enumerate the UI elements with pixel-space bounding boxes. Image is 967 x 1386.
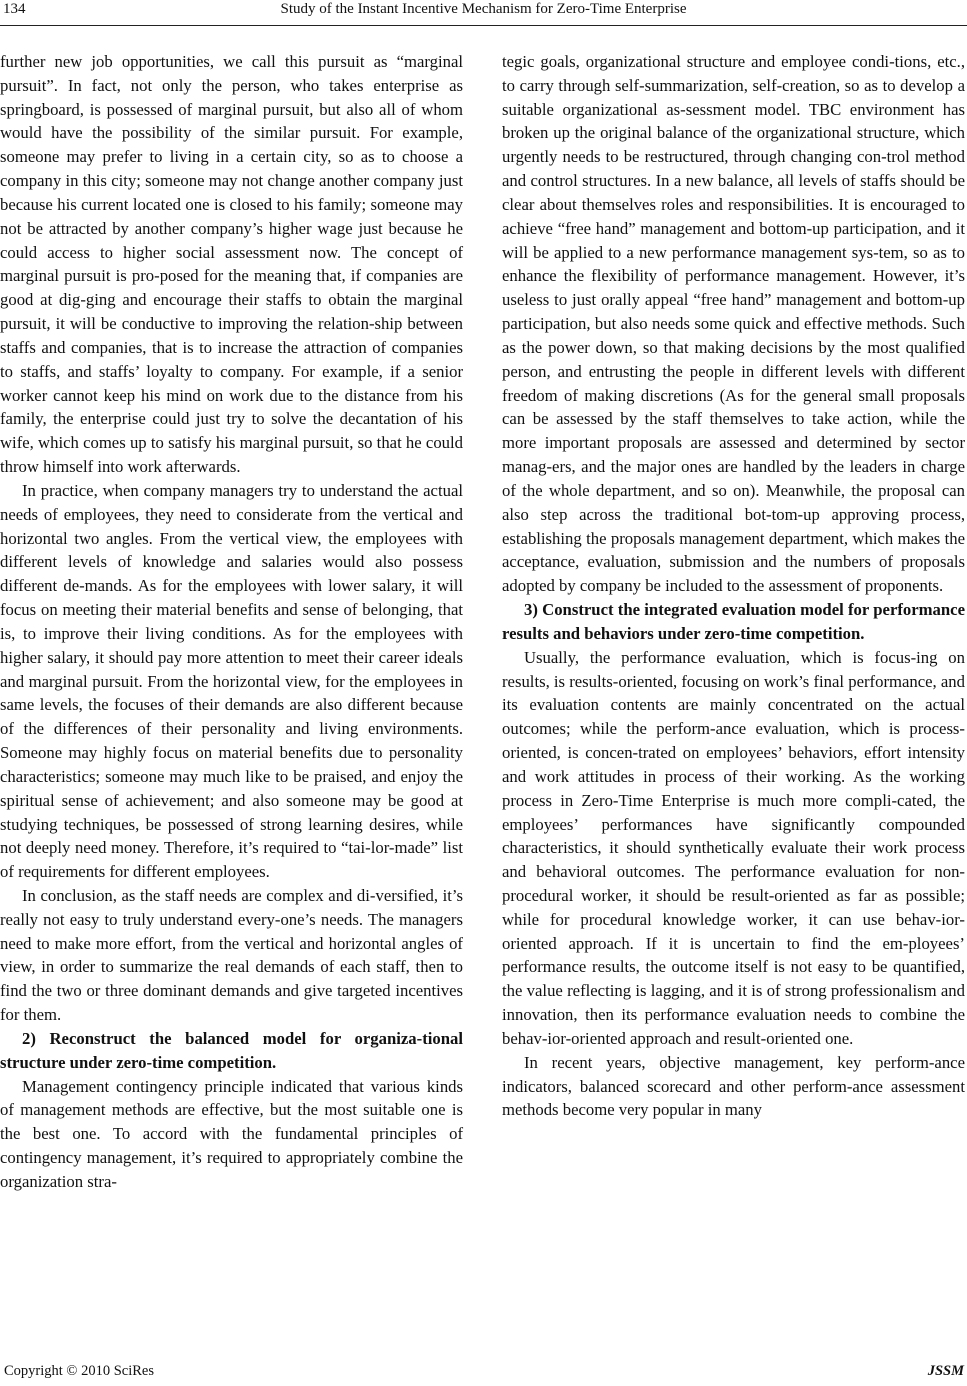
- body-paragraph: In recent years, objective management, key perform-ance indicators, balanced scorecard and other perform-ance assessment methods become very popular in many: [502, 1052, 965, 1120]
- body-paragraph: In practice, when company managers try to understand the actual needs of employees, they need to considerate from the vertical and horizontal two angles. From the vertical view, the employees with different levels of knowledge and salaries would also possess different de-mands. As for the employees with lower salary, it will focus on meeting their material benefits and sense of belonging, that is, to improve their living conditions. As for the employees with higher salary, it should pay more attention to meet their career ideals and marginal pursuit. From the horizontal view, for the employees in same levels, the focuses of their demands are also different because of the differences of their personality and living environments. Someone may highly focus on material benefits due to personality characteristics; someone may much like to be praised, and enjoy the spiritual sense of achievement; and also someone may be good at studying techniques, be possessed of strong learning desires, while not deeply need money. Therefore, it’s required to “tai-lor-made” list of requirements for different employees.: [0, 480, 463, 882]
- page-number: 134: [3, 1, 26, 17]
- body-paragraph: In conclusion, as the staff needs are complex and di-versified, it’s really not easy to truly understand every-one’s needs. The managers need to make more effort, from the vertical and horizontal angles of view, in order to summarize the real demands of each staff, then to find the two or three dominant demands and give targeted incentives for them.: [0, 885, 463, 1025]
- copyright-notice: Copyright © 2010 SciRes: [4, 1363, 154, 1379]
- body-paragraph: tegic goals, organizational structure and employee condi-tions, etc., to carry through self-summarization, self-creation, so as to develop a suitable organizational as-sessment model. TBC environment has broken up the original balance of the organizational structure, which urgently needs to be restructured, through changing con-trol method and control structures. In a new balance, all levels of staffs should be clear about themselves roles and responsibilities. It is encouraged to achieve “free hand” management and bottom-up participation, and it will be applied to a new performance management sys-tem, so as to enhance the flexibility of performance management. However, it’s useless to just orally appeal “free hand” management and bottom-up participation, but also needs some quick and effective methods. Such as the power down, so that making decisions by the most qualified person, and entrusting the people in different levels with different freedom of making discretions (As for the general small proposals can be assessed by the staff themselves to take action, while the more important proposals are assessed and determined by sector manag-ers, and the major ones are handled by the leaders in charge of the whole department, and so on). Meanwhile, the proposal can also step across the traditional bot-tom-up approving process, establishing the proposals management department, which makes the acceptance, evaluation, submission and the numbers of proposals adopted by company be included to the assessment of proponents.: [502, 52, 965, 596]
- right-column: [502, 50, 965, 1122]
- body-paragraph: Management contingency principle indicated that various kinds of management methods are effective, but the most suitable one is the best one. To accord with the fundamental principles of contingency management, it’s required to appropriately combine the organization stra-: [0, 1076, 463, 1191]
- page-header: [0, 0, 967, 30]
- section-heading: 2) Reconstruct the balanced model for organiza-tional structure under zero-time competition.: [0, 1028, 463, 1072]
- section-heading: 3) Construct the integrated evaluation model for performance results and behaviors under zero-time competition.: [502, 600, 965, 643]
- body-paragraph: further new job opportunities, we call this pursuit as “marginal pursuit”. In fact, not only the person, who takes enterprise as springboard, is possessed of marginal pursuit, but also all of whom would have the possibility of the similar pursuit. For example, someone may prefer to living in a certain city, so as to choose a company in this city; someone may not change another company just because his current located one is closed to his family; someone may not be attracted by another company’s higher wage just because he could access to higher social assessment now. The concept of marginal pursuit is pro-posed for the meaning that, if companies are good at dig-ging and encourage their staffs to obtain the marginal pursuit, it will be conductive to improving the relation-ship between staffs and companies, that is to increase the attraction of companies to staffs, and staffs’ loyalty to company. For example, if a senior worker cannot keep his mind on work due to the distance from his family, the enterprise could just try to solve the decantation of his wife, which comes up to satisfy his marginal pursuit, so that he could throw himself into work afterwards.: [0, 52, 463, 477]
- running-title: Study of the Instant Incentive Mechanism for Zero-Time Enterprise: [280, 1, 687, 17]
- page-footer: [0, 1360, 967, 1384]
- body-paragraph: Usually, the performance evaluation, which is focus-ing on results, is results-oriented, focusing on work’s final performance, and its evaluation contents are mainly concentrated on the actual outcomes; while the perform-ance evaluation, which is process-oriented, is concen-trated on employees’ behaviors, effort intensity and work attitudes in process of their working. As the working process in Zero-Time Enterprise is much more compli-cated, the employees’ performances have significantly compounded characteristics, it should synthetically evaluate their work process and behavioral outcomes. The performance evaluation for non-procedural worker, it should be result-oriented as far as possible; while for procedural knowledge worker, it can use behav-ior-oriented approach. If it is uncertain to find the em-ployees’ performance results, the outcome itself is not easy to be quantified, the value reflecting is lagging, and it is of strong professionalism and innovation, then its performance evaluation needs to combine the behav-ior-oriented approach and result-oriented one.: [502, 647, 965, 1048]
- header-rule: [0, 25, 967, 26]
- journal-abbreviation: JSSM: [927, 1363, 964, 1379]
- left-column: [0, 50, 463, 1194]
